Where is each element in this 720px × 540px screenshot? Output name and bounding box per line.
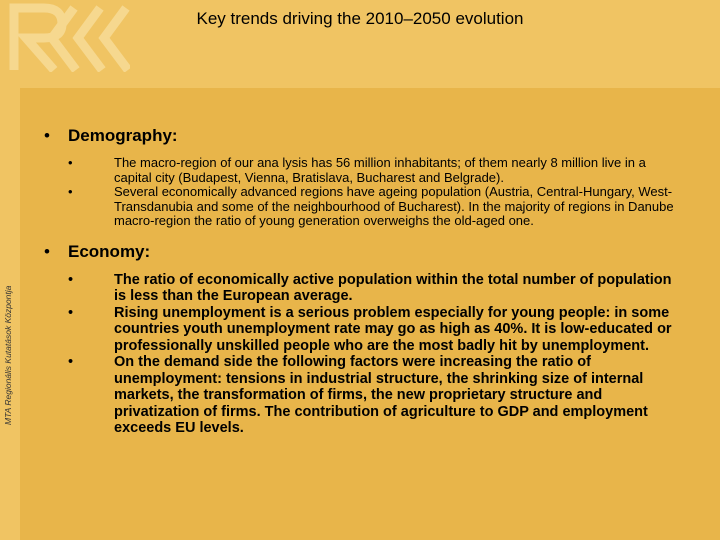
section-heading bbox=[44, 241, 684, 263]
slide-title: Key trends driving the 2010–2050 evolution bbox=[196, 9, 524, 28]
list-item-text: The macro-region of our ana lysis has 56 million inhabitants; of them nearly 8 million live in a capital city (Budapest, Vienna, Bratislava, Bucharest and Belgrade). bbox=[114, 155, 646, 185]
bullet: • bbox=[44, 126, 50, 145]
bullet: • bbox=[68, 184, 73, 199]
slide-content bbox=[44, 125, 684, 437]
side-caption-text: MTA Regionális Kutatások Központja bbox=[3, 285, 13, 425]
list-item bbox=[68, 354, 684, 437]
list-item bbox=[68, 272, 684, 305]
list-item bbox=[68, 156, 684, 185]
bullet: • bbox=[68, 354, 74, 370]
section-heading-text: Economy: bbox=[68, 241, 151, 261]
bullet: • bbox=[44, 241, 50, 261]
list-item bbox=[68, 305, 684, 355]
section-heading-text: Demography: bbox=[68, 126, 178, 145]
list-item-text: The ratio of economically active population within the total number of population is less than the European average. bbox=[114, 271, 672, 304]
list-item-text: Several economically advanced regions have ageing population (Austria, Central-Hungary, West-Transdanubia and some of the neighbourhood of Bucharest). In the majority of regions in Danube macro-region the ratio of young generation overweighs the old-aged one. bbox=[114, 184, 674, 228]
list-item-text: Rising unemployment is a serious problem especially for young people: in some countries youth unemployment rate may go as high as 40%. It is low-educated or professionally unskilled people who are the most badly hit by unemployment. bbox=[114, 304, 672, 354]
bullet: • bbox=[68, 304, 74, 321]
bullet: • bbox=[68, 155, 73, 170]
list-item-text: On the demand side the following factors were increasing the ratio of unemployment: tensions in industrial structure, the shrinking size of internal markets, the transformation of firms, the new proprietary structure and privatization of firms. The contribution of agriculture to GDP and employment exceeds EU levels. bbox=[114, 354, 648, 436]
section-heading bbox=[44, 125, 684, 147]
list-item bbox=[68, 185, 684, 229]
bullet: • bbox=[68, 271, 74, 288]
